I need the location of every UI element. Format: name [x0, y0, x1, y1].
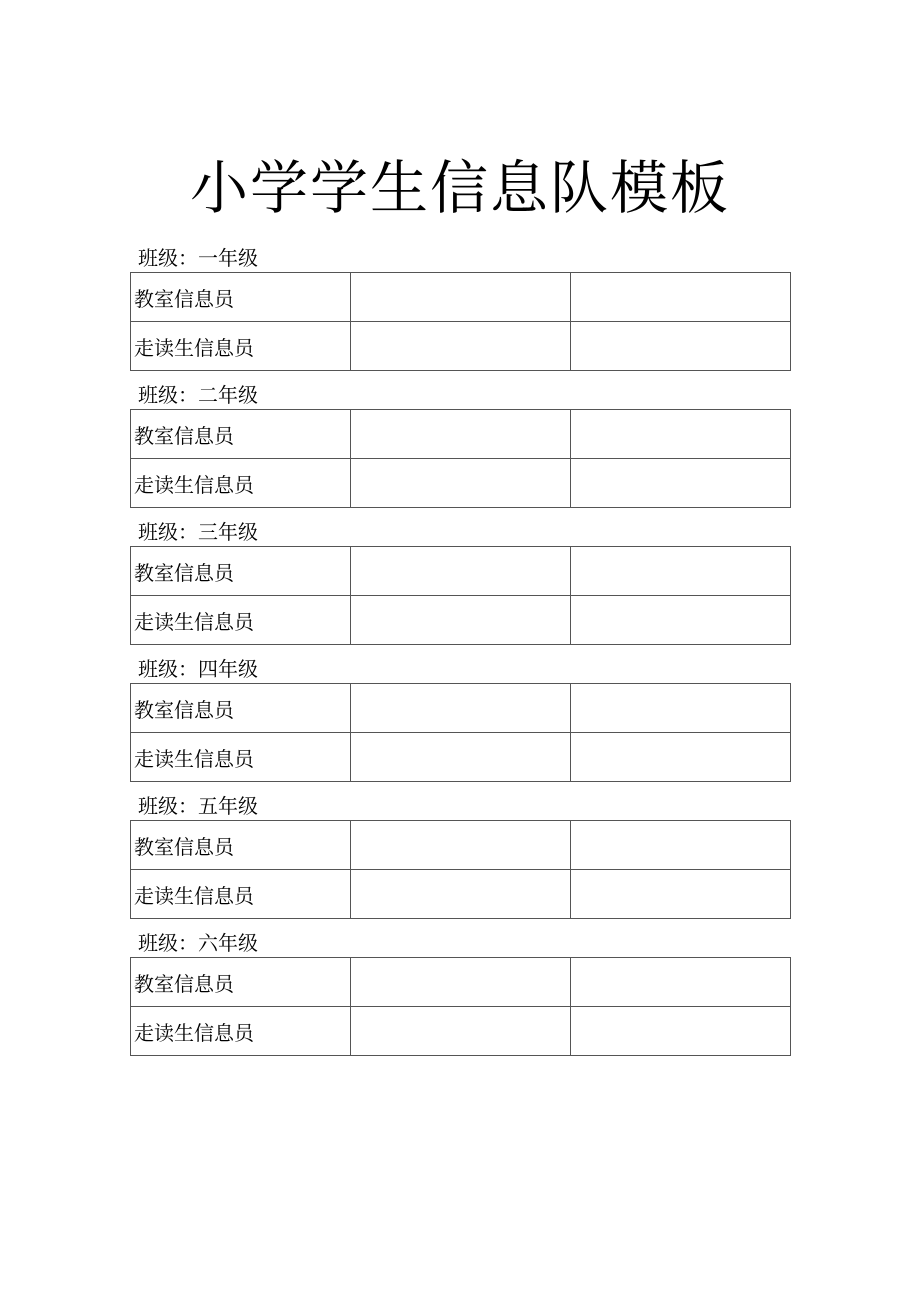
name-cell[interactable] — [351, 459, 571, 508]
class-label: 班级：五年级 — [138, 794, 258, 818]
name-cell[interactable] — [571, 1007, 791, 1056]
role-cell: 走读生信息员 — [131, 870, 351, 919]
table-row — [131, 870, 791, 919]
role-cell: 教室信息员 — [131, 958, 351, 1007]
table-row — [131, 1007, 791, 1056]
class-section — [130, 792, 790, 929]
role-cell: 走读生信息员 — [131, 733, 351, 782]
class-label: 班级：六年级 — [138, 931, 258, 955]
table-row — [131, 273, 791, 322]
info-table — [130, 820, 791, 919]
table-row — [131, 322, 791, 371]
role-cell: 走读生信息员 — [131, 322, 351, 371]
name-cell[interactable] — [351, 958, 571, 1007]
name-cell[interactable] — [571, 958, 791, 1007]
class-label: 班级：四年级 — [138, 657, 258, 681]
name-cell[interactable] — [571, 684, 791, 733]
name-cell[interactable] — [571, 733, 791, 782]
name-cell[interactable] — [351, 322, 571, 371]
table-row — [131, 684, 791, 733]
name-cell[interactable] — [571, 821, 791, 870]
role-cell: 走读生信息员 — [131, 459, 351, 508]
class-label: 班级：三年级 — [138, 520, 258, 544]
name-cell[interactable] — [351, 1007, 571, 1056]
name-cell[interactable] — [351, 273, 571, 322]
name-cell[interactable] — [571, 596, 791, 645]
role-cell: 教室信息员 — [131, 410, 351, 459]
table-row — [131, 958, 791, 1007]
class-sections — [130, 244, 790, 1066]
table-row — [131, 596, 791, 645]
name-cell[interactable] — [351, 733, 571, 782]
class-section — [130, 655, 790, 792]
info-table — [130, 272, 791, 371]
info-table — [130, 683, 791, 782]
role-cell: 教室信息员 — [131, 684, 351, 733]
document-title: 小学学生信息队模板 — [189, 154, 730, 222]
role-cell: 走读生信息员 — [131, 596, 351, 645]
name-cell[interactable] — [571, 322, 791, 371]
name-cell[interactable] — [351, 870, 571, 919]
class-section — [130, 518, 790, 655]
name-cell[interactable] — [351, 547, 571, 596]
table-row — [131, 821, 791, 870]
name-cell[interactable] — [351, 684, 571, 733]
table-row — [131, 459, 791, 508]
class-label: 班级：一年级 — [138, 246, 258, 270]
info-table — [130, 409, 791, 508]
class-label: 班级：二年级 — [138, 383, 258, 407]
name-cell[interactable] — [571, 547, 791, 596]
role-cell: 教室信息员 — [131, 547, 351, 596]
name-cell[interactable] — [351, 410, 571, 459]
class-section — [130, 244, 790, 381]
name-cell[interactable] — [351, 596, 571, 645]
table-row — [131, 547, 791, 596]
name-cell[interactable] — [351, 821, 571, 870]
role-cell: 走读生信息员 — [131, 1007, 351, 1056]
name-cell[interactable] — [571, 870, 791, 919]
class-section — [130, 381, 790, 518]
name-cell[interactable] — [571, 459, 791, 508]
role-cell: 教室信息员 — [131, 821, 351, 870]
info-table — [130, 546, 791, 645]
info-table — [130, 957, 791, 1056]
name-cell[interactable] — [571, 273, 791, 322]
table-row — [131, 733, 791, 782]
class-section — [130, 929, 790, 1066]
table-row — [131, 410, 791, 459]
name-cell[interactable] — [571, 410, 791, 459]
role-cell: 教室信息员 — [131, 273, 351, 322]
